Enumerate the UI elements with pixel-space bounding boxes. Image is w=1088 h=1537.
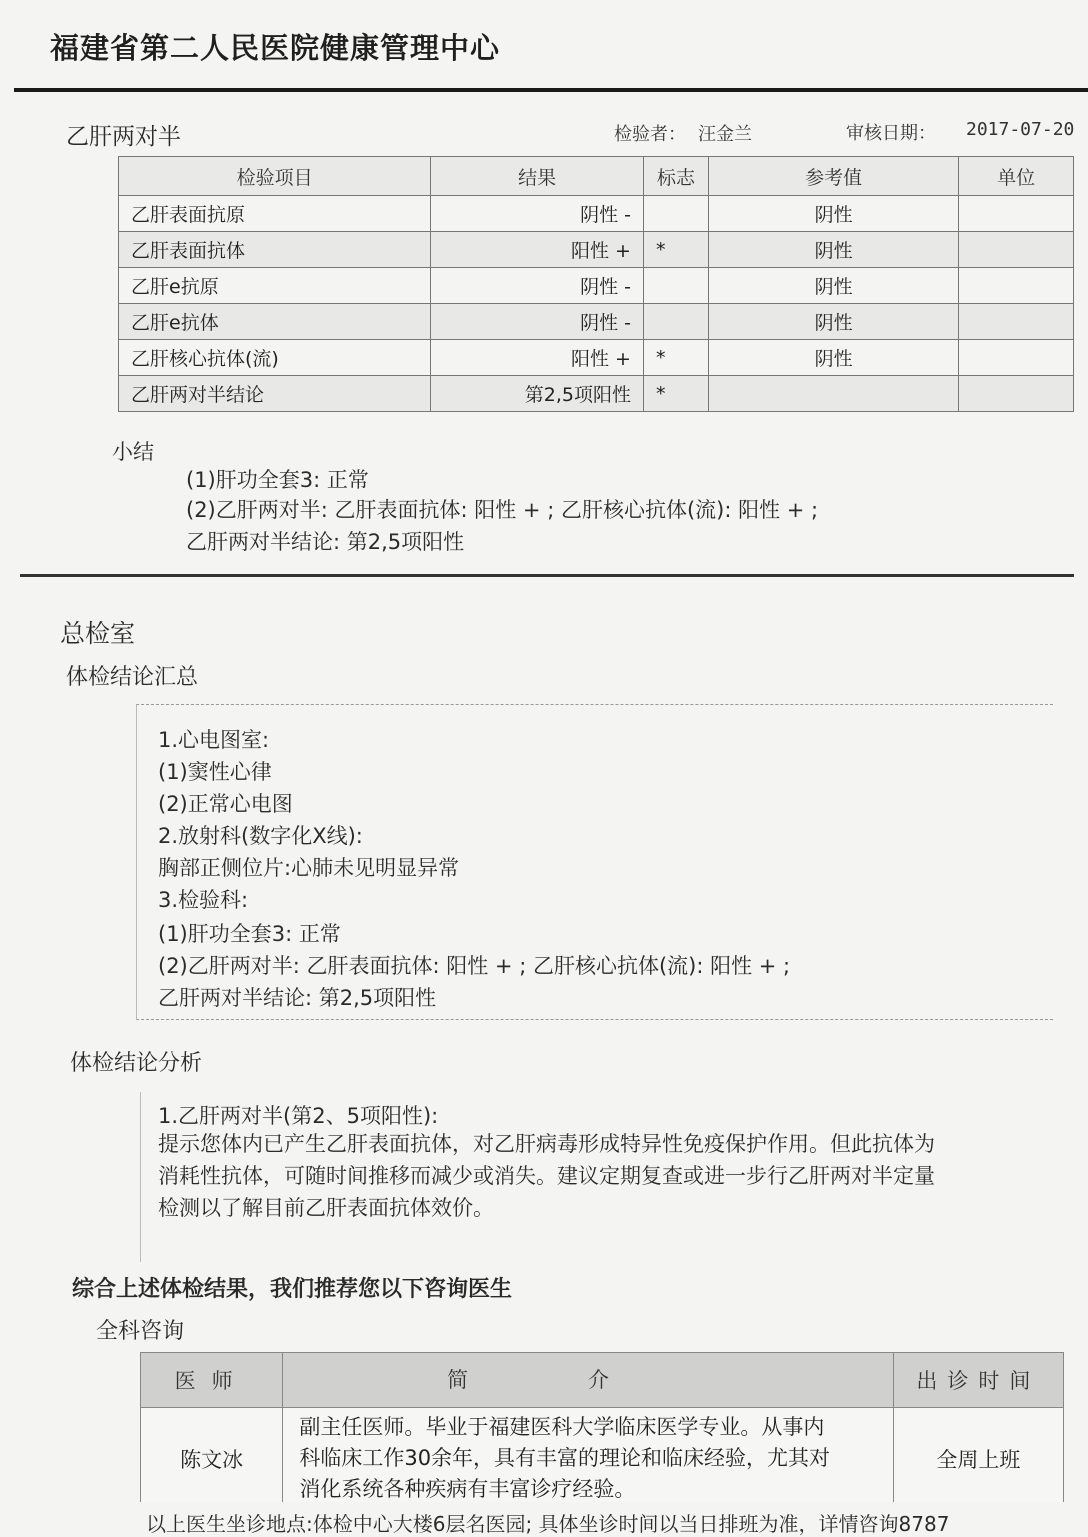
cell-flag [643,304,708,340]
cell-flag [643,268,708,304]
conclusion-line: 乙肝两对半结论: 第2,5项阳性 [158,986,437,1010]
page-title: 福建省第二人民医院健康管理中心 [50,31,501,65]
col-header-schedule: 出诊时间 [893,1353,1063,1408]
col-header-reference: 参考值 [708,157,958,196]
doctor-schedule: 全周上班 [893,1408,1063,1503]
col-header-item: 检验项目 [119,157,431,196]
lab-results-table [118,156,1074,412]
doctor-table [140,1352,1064,1502]
cell-result: 阴性 - [431,304,644,340]
col-header-intro: 简介 [283,1353,893,1408]
cell-reference: 阴性 [708,268,958,304]
doctor-table-wrap [140,1352,1074,1502]
cell-result: 阴性 - [431,268,644,304]
cell-item: 乙肝两对半结论 [119,376,431,412]
conclusion-line: 2.放射科(数字化X线): [158,824,363,848]
analysis-body [158,1128,1068,1228]
cell-unit [959,376,1074,412]
col-header-unit: 单位 [959,157,1074,196]
recommend-title: 综合上述体检结果，我们推荐您以下咨询医生 [72,1277,513,1302]
table-row [119,340,1074,376]
conclusion-title: 体检结论汇总 [66,665,199,690]
cell-item: 乙肝核心抗体(流) [119,340,431,376]
cell-unit [959,268,1074,304]
conclusion-line: (1)窦性心律 [158,760,272,784]
analysis-line: 检测以了解目前乙肝表面抗体效价。 [158,1196,494,1220]
review-date: 2017-07-20 [966,119,1075,140]
analysis-line: 1.乙肝两对半(第2、5项阳性): [158,1104,439,1128]
cell-flag: * [643,376,708,412]
cell-result: 阳性 + [431,232,644,268]
header-divider [14,88,1088,92]
review-date-label: 审核日期： [846,123,936,144]
cell-item: 乙肝e抗体 [119,304,431,340]
doctor-intro: 副主任医师。毕业于福建医科大学临床医学专业。从事内 科临床工作30余年，具有丰富的理论和临床经验，尤其对 消化系统各种疾病有丰富诊疗经验。 [283,1408,893,1503]
conclusion-line: (1)肝功全套3: 正常 [158,922,341,946]
cell-result: 阳性 + [431,340,644,376]
summary-line: (1)肝功全套3: 正常 [186,468,369,492]
conclusion-line: 胸部正侧位片:心肺未见明显异常 [158,856,460,880]
cell-unit [959,196,1074,232]
conclusion-line: (2)正常心电图 [158,792,293,816]
cell-item: 乙肝表面抗体 [119,232,431,268]
footer-note: 以上医生坐诊地点:体检中心大楼6层名医园; 具体坐诊时间以当日排班为准，详情咨询8787 [146,1512,950,1536]
table-row [119,232,1074,268]
cell-item: 乙肝e抗原 [119,268,431,304]
col-header-doctor: 医师 [141,1353,283,1408]
cell-flag: * [643,232,708,268]
recommend-category: 全科咨询 [96,1319,185,1344]
general-section-title: 总检室 [60,619,136,648]
table-row [119,376,1074,412]
cell-reference: 阴性 [708,196,958,232]
cell-result: 第2,5项阳性 [431,376,644,412]
summary-line: (2)乙肝两对半: 乙肝表面抗体: 阳性 + ; 乙肝核心抗体(流): 阳性 + ; [186,498,819,522]
cell-reference: 阴性 [708,340,958,376]
lab-section-title: 乙肝两对半 [66,124,181,150]
conclusion-line: 3.检验科: [158,888,249,912]
col-header-result: 结果 [431,157,644,196]
cell-flag: * [643,340,708,376]
col-header-flag: 标志 [643,157,708,196]
table-row [119,268,1074,304]
conclusion-line: 1.心电图室: [158,728,270,752]
section-divider [20,574,1074,577]
cell-reference: 阴性 [708,232,958,268]
cell-reference: 阴性 [708,304,958,340]
cell-result: 阴性 - [431,196,644,232]
analysis-line: 提示您体内已产生乙肝表面抗体，对乙肝病毒形成特异性免疫保护作用。但此抗体为 [158,1132,935,1156]
table-row [119,196,1074,232]
cell-item: 乙肝表面抗原 [119,196,431,232]
cell-flag [643,196,708,232]
table-row [119,304,1074,340]
doctor-row [141,1408,1064,1503]
inspector-name: 汪金兰 [698,124,752,145]
table-header-row [119,157,1074,196]
cell-unit [959,340,1074,376]
doctor-name: 陈文冰 [141,1408,283,1503]
inspector-label: 检验者： [614,124,686,145]
cell-unit [959,232,1074,268]
analysis-title: 体检结论分析 [70,1051,203,1076]
doctor-header-row [141,1353,1064,1408]
summary-line: 乙肝两对半结论: 第2,5项阳性 [186,530,465,554]
cell-reference [708,376,958,412]
analysis-line: 消耗性抗体，可随时间推移而减少或消失。建议定期复查或进一步行乙肝两对半定量 [158,1164,935,1188]
conclusion-line: (2)乙肝两对半: 乙肝表面抗体: 阳性 + ; 乙肝核心抗体(流): 阳性 + ; [158,954,791,978]
summary-title: 小结 [112,440,154,464]
cell-unit [959,304,1074,340]
